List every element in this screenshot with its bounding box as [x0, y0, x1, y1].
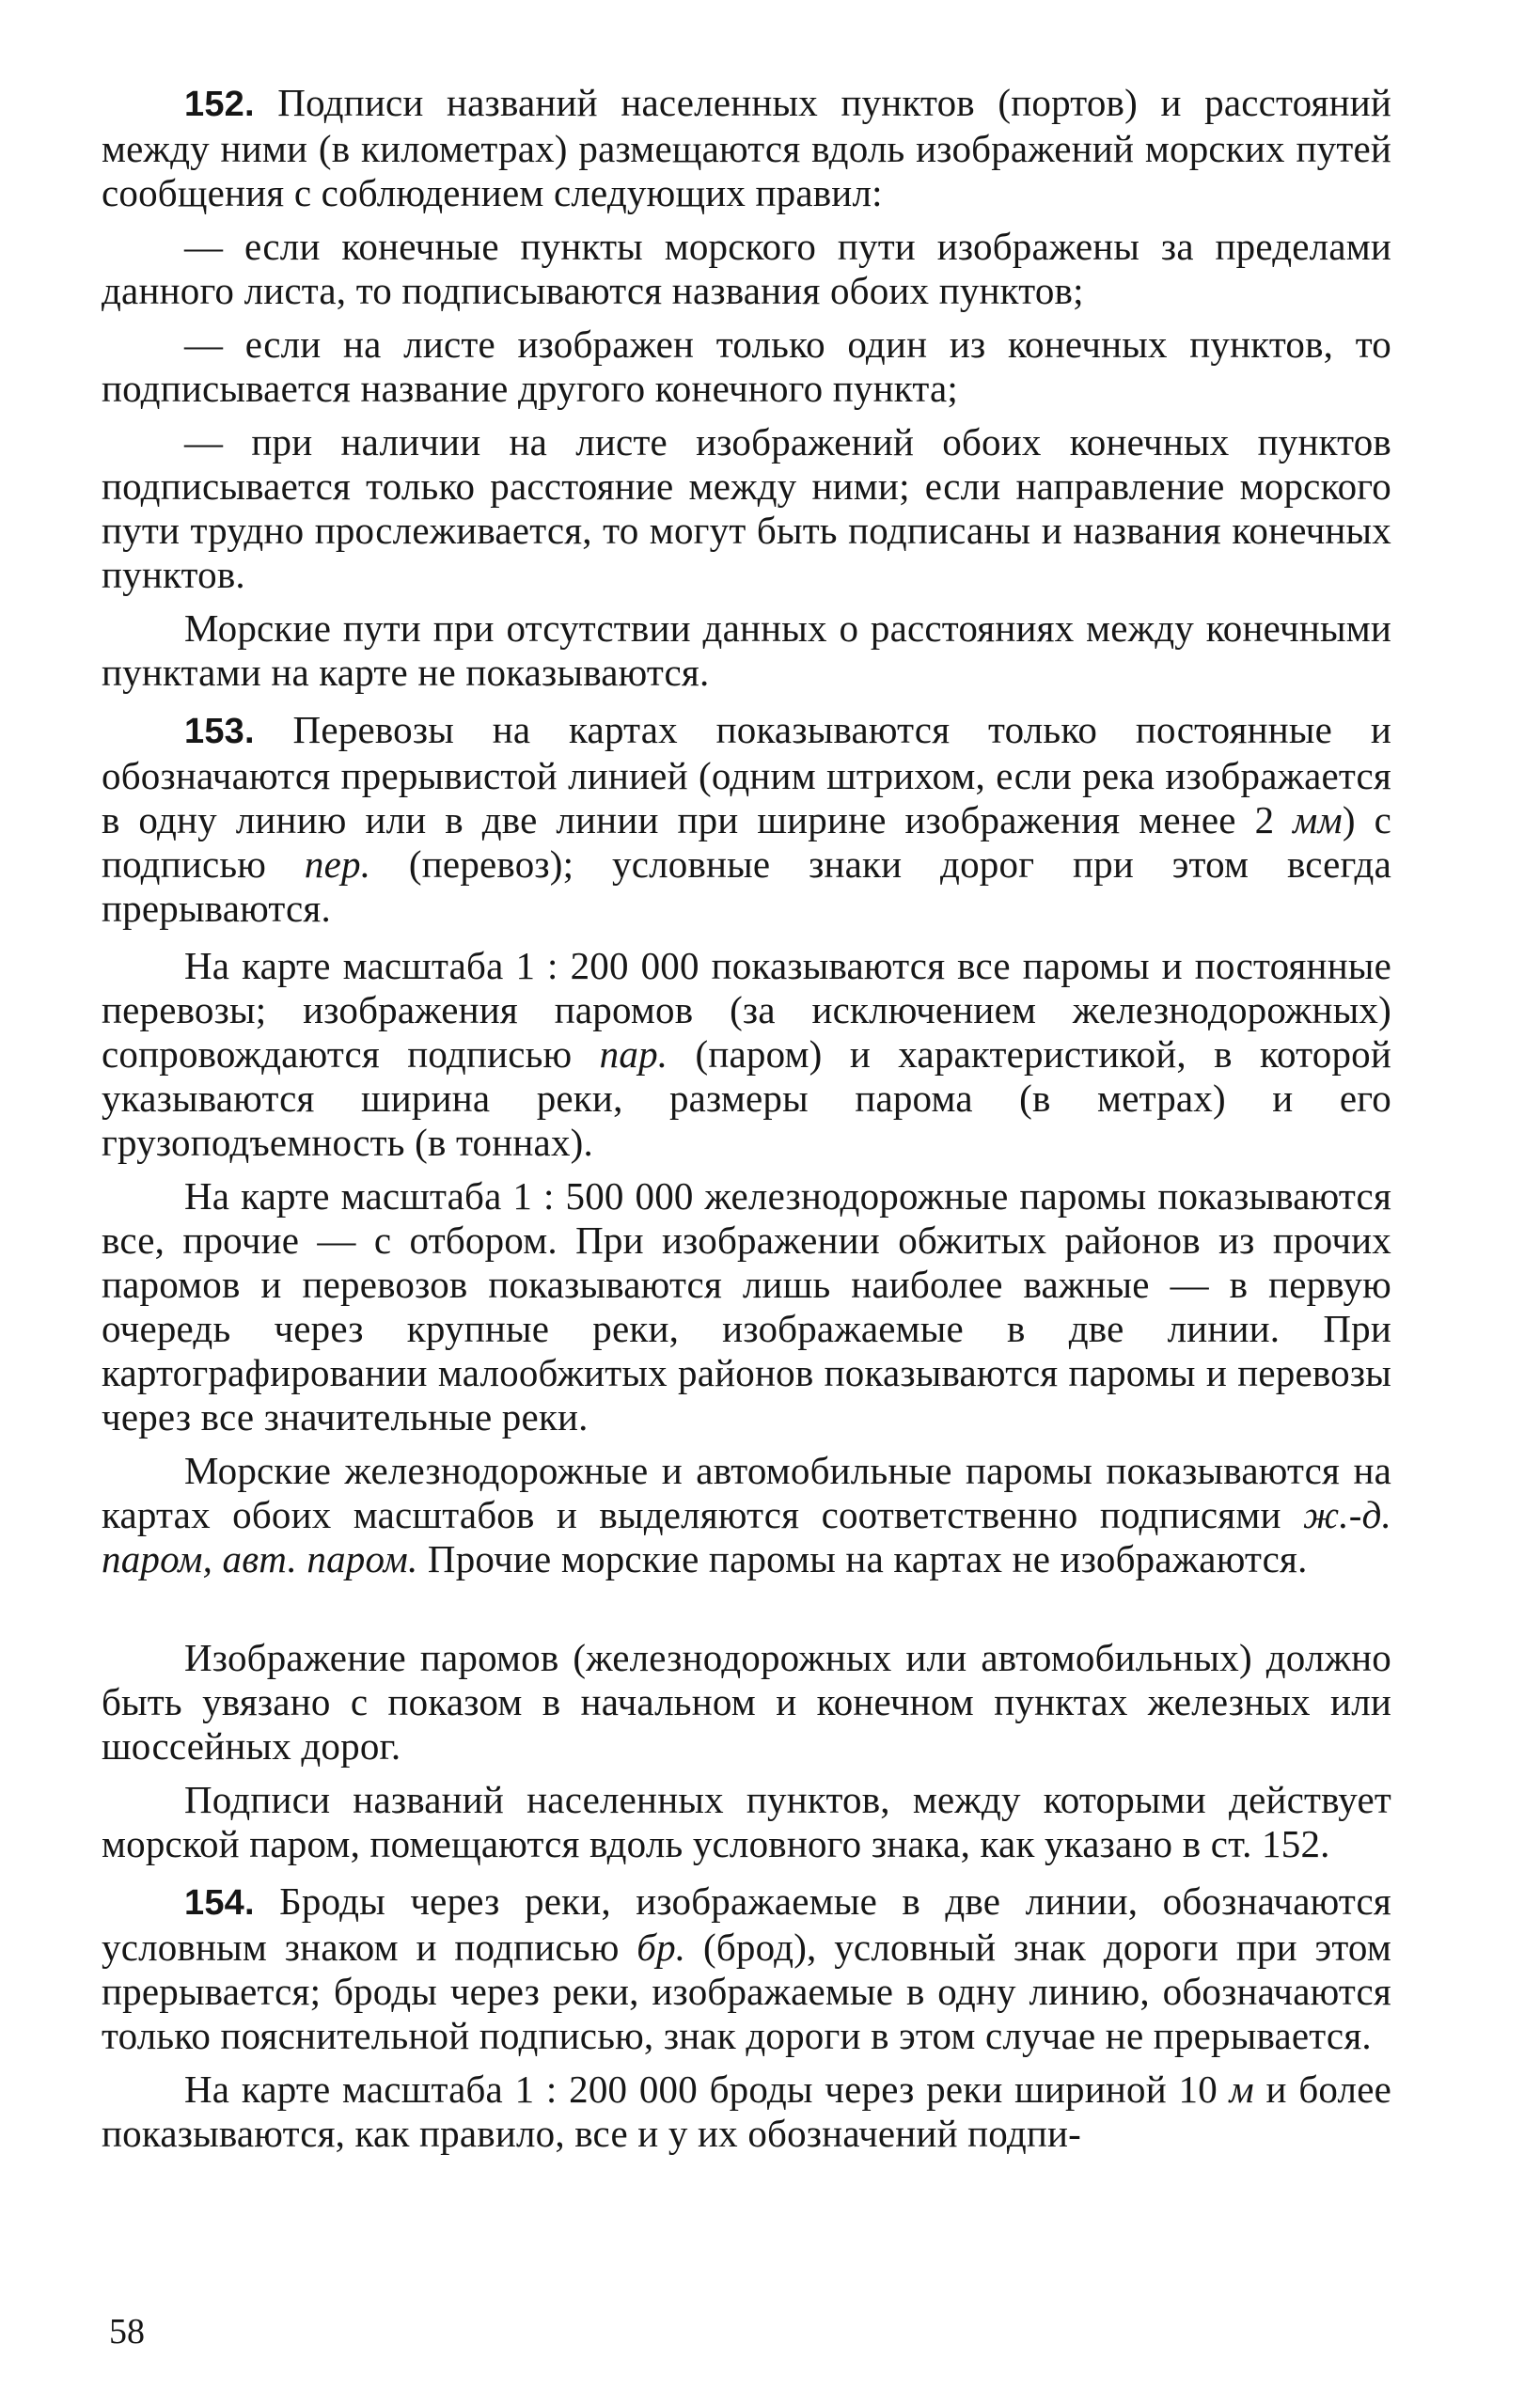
paragraph-153-scale-200-text-a: На карте масштаба 1 : 200 000 показываются все паромы и постоянные перевозы; изображения паромов (за исключением железнодорожных) сопровождаются подписью — [102, 944, 1391, 1076]
abbr-br: бр. — [636, 1926, 686, 1969]
abbr-per: пер. — [304, 842, 371, 886]
paragraph-153-text-a: Перевозы на картах показываются только постоянные и обозначаются прерывистой линией (одним штрихом, если река изображается в одну линию или в две линии при ширине изображения менее 2 — [102, 708, 1391, 841]
page-number: 58 — [109, 2312, 145, 2351]
paragraph-152-rule-1: — если конечные пункты морского пути изображены за пределами данного листа, то подписываются названия обоих пунктов; — [102, 225, 1391, 312]
paragraph-153-sea-text-a: Морские железнодорожные и автомобильные паромы показываются на картах обоих масштабов и выделяются соответственно подписями — [102, 1449, 1391, 1536]
unit-mm: мм — [1293, 798, 1343, 841]
paragraph-153-link: Изображение паромов (железнодорожных или автомобильных) должно быть увязано с показом в начальном и конечном пунктах железных или шоссейных дорог. — [102, 1636, 1391, 1768]
paragraph-153-scale-200-text-b: (паром) и характеристикой, в которой указываются ширина реки, размеры парома (в метрах) и его грузоподъемность (в тоннах). — [102, 1032, 1391, 1164]
paragraph-153-text-c: (перевоз); условные знаки дорог при этом всегда прерываются. — [102, 842, 1391, 930]
paragraph-153-sea-ferries — [102, 1449, 1391, 1581]
article-number-152: 152. — [184, 85, 255, 124]
abbr-ferry-labels: ж.-д. паром, авт. паром. — [102, 1493, 1391, 1580]
paragraph-153-scale-200 — [102, 944, 1391, 1165]
paragraph-153 — [102, 708, 1391, 931]
paragraph-154-scale-200-text-a: На карте масштаба 1 : 200 000 броды через реки шириной 10 — [184, 2068, 1230, 2111]
paragraph-152 — [102, 81, 1391, 215]
abbr-par: пар. — [599, 1032, 668, 1076]
paragraph-152-text: Подписи названий населенных пунктов (портов) и расстояний между ними (в километрах) размещаются вдоль изображений морских путей сообщения с соблюдением следующих правил: — [102, 81, 1391, 214]
paragraph-153-names: Подписи названий населенных пунктов, между которыми действует морской паром, помещаются вдоль условного знака, как указано в ст. 152. — [102, 1778, 1391, 1865]
article-number-153: 153. — [184, 712, 255, 751]
paragraph-153-text-b: ) с подписью — [102, 798, 1391, 886]
paragraph-154-scale-200 — [102, 2068, 1391, 2156]
paragraph-152-note: Морские пути при отсутствии данных о расстояниях между конечными пунктами на карте не показываются. — [102, 606, 1391, 694]
paragraph-152-rule-2: — если на листе изображен только один из конечных пунктов, то подписывается название другого конечного пункта; — [102, 322, 1391, 410]
unit-m: м — [1229, 2068, 1254, 2111]
paragraph-154-text-a: Броды через реки, изображаемые в две линии, обозначаются условным знаком и подписью — [102, 1879, 1391, 1969]
paragraph-154 — [102, 1879, 1391, 2058]
paragraph-154-scale-200-text-b: и более показываются, как правило, все и у их обозначений подпи- — [102, 2068, 1392, 2155]
document-page — [102, 81, 1391, 2156]
paragraph-153-scale-500: На карте масштаба 1 : 500 000 железнодорожные паромы показываются все, прочие — с отбором. При изображении обжитых районов из прочих паромов и перевозов показываются лишь наиболее важные — в первую очередь через крупные реки, изображаемые в две линии. При картографировании малообжитых районов показываются паромы и перевозы через все значительные реки. — [102, 1174, 1391, 1439]
paragraph-153-sea-text-b: Прочие морские паромы на картах не изображаются. — [417, 1537, 1308, 1580]
paragraph-154-text-b: (брод), условный знак дороги при этом прерывается; броды через реки, изображаемые в одну линию, обозначаются только пояснительной подписью, знак дороги в этом случае не прерывается. — [102, 1926, 1391, 2057]
article-number-154: 154. — [184, 1883, 255, 1923]
paragraph-152-rule-3: — при наличии на листе изображений обоих конечных пунктов подписывается только расстояние между ними; если направление морского пути трудно прослеживается, то могут быть подписаны и названия конечных пунктов. — [102, 420, 1391, 596]
